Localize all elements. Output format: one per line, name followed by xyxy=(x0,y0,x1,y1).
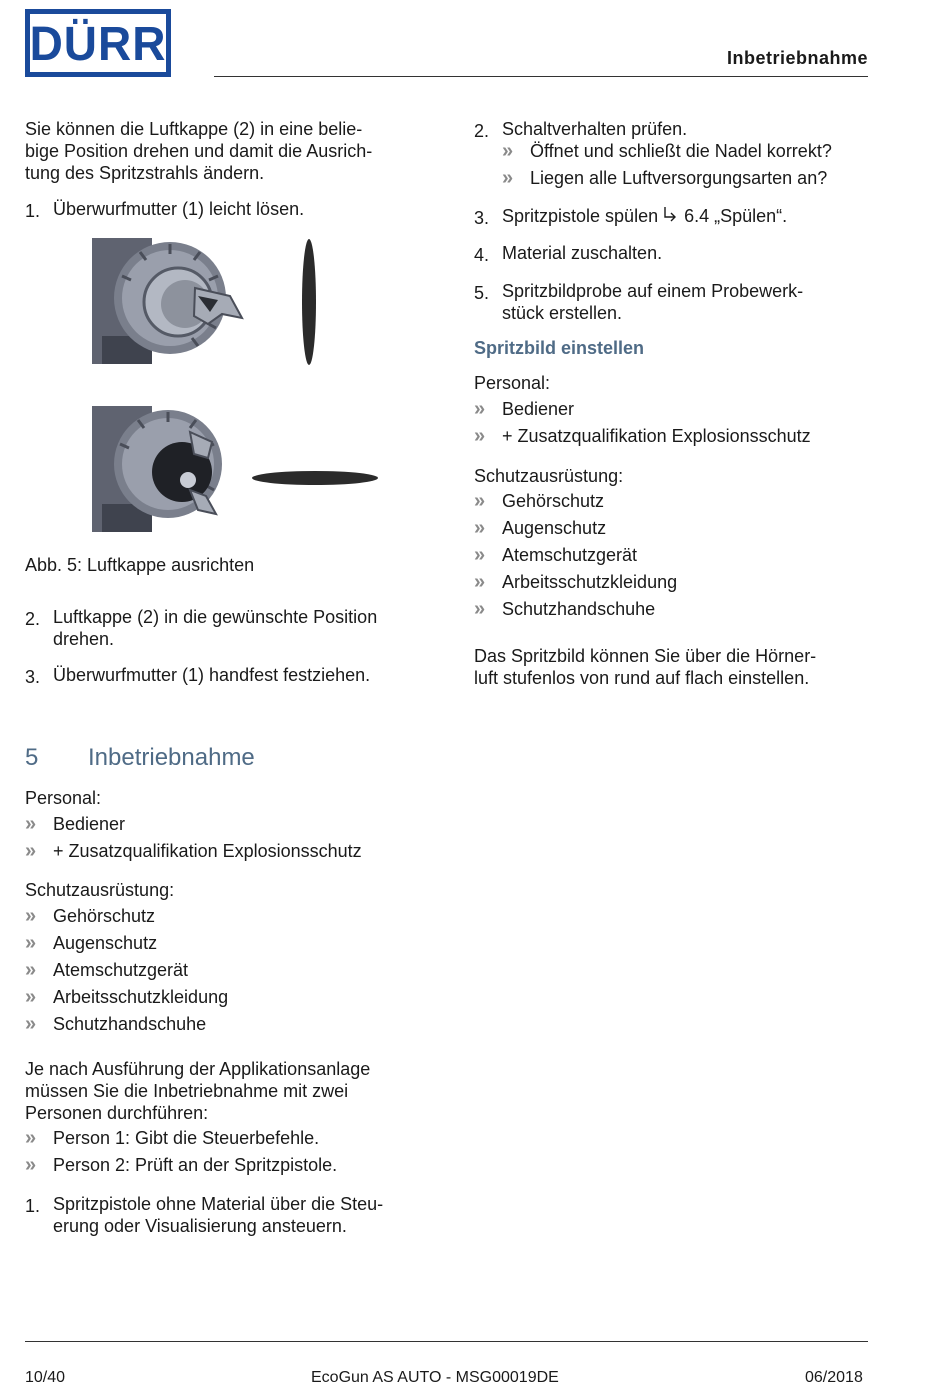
header-section-title: Inbetriebnahme xyxy=(726,48,868,68)
persons-list xyxy=(25,1127,337,1181)
ppe-label-right: Schutzausrüstung: xyxy=(474,466,624,486)
intro-paragraph: Sie können die Luftkappe (2) in eine belie- bige Position drehen und damit die Ausrich- tung des Spritzstrahls ändern. xyxy=(25,119,373,183)
step-3-flush: 3. Spritzpistole spülen 6.4 „Spülen“. xyxy=(474,206,788,228)
step-2-check: 2. Schaltverhalten prüfen. xyxy=(474,119,688,141)
step-2-rotate: 2. Luftkappe (2) in die gewünschte Position drehen. xyxy=(25,607,378,649)
list-item: » Schutzhandschuhe xyxy=(474,598,677,625)
bullet-chevron-icon: » xyxy=(25,840,37,862)
header-rule xyxy=(214,76,868,77)
list-item: » + Zusatzqualifikation Explosionsschutz xyxy=(25,840,362,867)
check-list xyxy=(502,140,832,194)
bullet-chevron-icon: » xyxy=(502,167,514,189)
spray-gun-round-illustration xyxy=(92,238,242,364)
step-1-loosen: 1. Überwurfmutter (1) leicht lösen. xyxy=(25,199,305,221)
bullet-chevron-icon: » xyxy=(502,140,514,162)
list-item: » Augenschutz xyxy=(474,517,677,544)
aircap-figure xyxy=(90,236,390,536)
list-item: » Augenschutz xyxy=(25,932,228,959)
spray-gun-flat-illustration xyxy=(92,406,222,532)
bullet-chevron-icon: » xyxy=(474,598,486,620)
bullet-chevron-icon: » xyxy=(25,813,37,835)
ppe-list xyxy=(25,905,228,1040)
list-item: » Liegen alle Luftversorgungsarten an? xyxy=(502,167,832,194)
step-1-activate: 1. Spritzpistole ohne Material über die Steu- erung oder Visualisierung ansteuern. xyxy=(25,1194,384,1236)
ppe-label: Schutzausrüstung: xyxy=(25,880,175,900)
subheading-spray-pattern: Spritzbild einstellen xyxy=(474,338,645,358)
list-item: » Person 1: Gibt die Steuerbefehle. xyxy=(25,1127,337,1154)
duerr-logo: DÜRR xyxy=(25,9,171,77)
bullet-chevron-icon: » xyxy=(474,490,486,512)
list-item: » + Zusatzqualifikation Explosionsschutz xyxy=(474,425,811,452)
step-4-material: 4. Material zuschalten. xyxy=(474,243,663,265)
personal-label: Personal: xyxy=(25,788,102,808)
footer-page-number: 10/40 xyxy=(25,1369,66,1386)
list-item: » Öffnet und schließt die Nadel korrekt? xyxy=(502,140,832,167)
flat-spray-pattern xyxy=(252,471,378,485)
step-5-sample: 5. Spritzbildprobe auf einem Probewerk- stück erstellen. xyxy=(474,281,804,323)
bullet-chevron-icon: » xyxy=(25,1154,37,1176)
list-item: » Person 2: Prüft an der Spritzpistole. xyxy=(25,1154,337,1181)
chapter-reference-link[interactable]: 6.4 „Spülen“. xyxy=(684,206,788,226)
bullet-chevron-icon: » xyxy=(474,425,486,447)
round-spray-pattern xyxy=(302,239,316,365)
list-item: » Atemschutzgerät xyxy=(474,544,677,571)
list-item: » Gehörschutz xyxy=(474,490,677,517)
spray-pattern-paragraph: Das Spritzbild können Sie über die Hörner- luft stufenlos von rund auf flach einstellen. xyxy=(474,646,817,688)
bullet-chevron-icon: » xyxy=(474,544,486,566)
section-number: 5 xyxy=(25,744,39,771)
footer-rule xyxy=(25,1341,868,1342)
section-title: Inbetriebnahme xyxy=(88,744,255,771)
two-person-paragraph: Je nach Ausführung der Applikationsanlage müssen Sie die Inbetriebnahme mit zwei Personen durchführen: xyxy=(25,1059,371,1123)
figure-caption: Abb. 5: Luftkappe ausrichten xyxy=(25,555,255,575)
footer-document-id: EcoGun AS AUTO - MSG00019DE xyxy=(311,1369,559,1386)
list-item: » Arbeitsschutzkleidung xyxy=(25,986,228,1013)
list-item: » Schutzhandschuhe xyxy=(25,1013,228,1040)
bullet-chevron-icon: » xyxy=(25,932,37,954)
bullet-chevron-icon: » xyxy=(25,986,37,1008)
list-item: » Arbeitsschutzkleidung xyxy=(474,571,677,598)
list-item: » Gehörschutz xyxy=(25,905,228,932)
bullet-chevron-icon: » xyxy=(474,398,486,420)
bullet-chevron-icon: » xyxy=(474,517,486,539)
list-item: » Atemschutzgerät xyxy=(25,959,228,986)
list-item: » Bediener xyxy=(474,398,811,425)
step-3-tighten: 3. Überwurfmutter (1) handfest festziehen. xyxy=(25,665,371,687)
bullet-chevron-icon: » xyxy=(474,571,486,593)
bullet-chevron-icon: » xyxy=(25,1127,37,1149)
bullet-chevron-icon: » xyxy=(25,1013,37,1035)
personal-label-right: Personal: xyxy=(474,373,551,393)
reference-arrow-icon xyxy=(663,205,679,227)
footer-date: 06/2018 xyxy=(805,1369,863,1386)
personal-list xyxy=(25,813,362,867)
personal-list-right xyxy=(474,398,811,452)
ppe-list-right xyxy=(474,490,677,625)
bullet-chevron-icon: » xyxy=(25,959,37,981)
bullet-chevron-icon: » xyxy=(25,905,37,927)
list-item: » Bediener xyxy=(25,813,362,840)
